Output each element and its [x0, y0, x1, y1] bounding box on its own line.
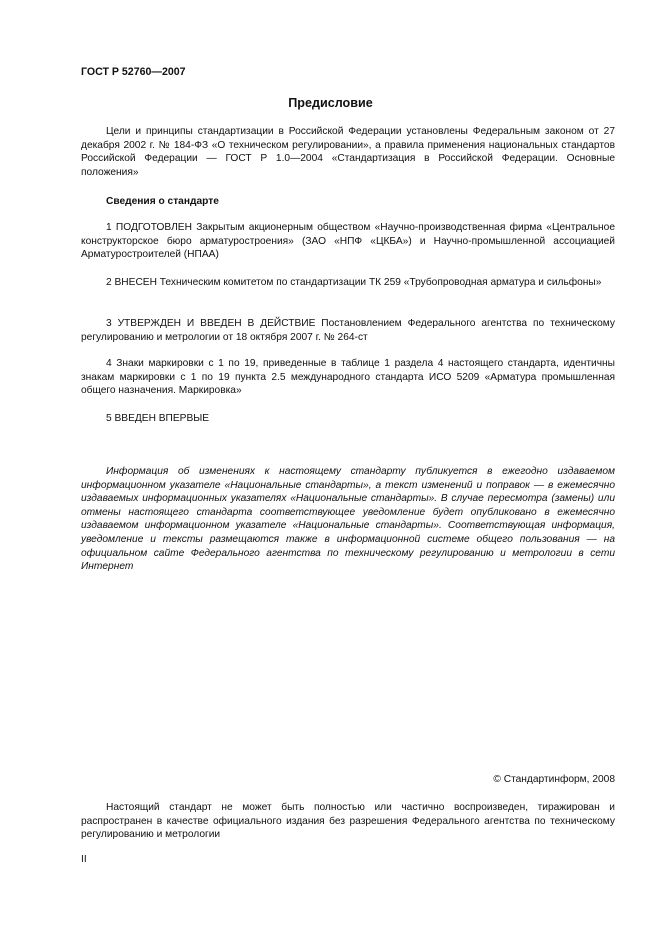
- section-heading: Сведения о стандарте: [106, 196, 219, 207]
- copyright: © Стандартинформ, 2008: [493, 774, 615, 785]
- page-number: II: [81, 854, 87, 865]
- page-title: Предисловие: [288, 96, 373, 110]
- item-5: 5 ВВЕДЕН ВПЕРВЫЕ: [106, 413, 210, 424]
- item-2: 2 ВНЕСЕН Техническим комитетом по стандартизации ТК 259 «Трубопроводная арматура и сильфоны»: [106, 277, 602, 288]
- item-3: 3 УТВЕРЖДЕН И ВВЕДЕН В ДЕЙСТВИЕ Постановлением Федерального агентства по техническому регулированию и метрологии от 18 октября 2007 г. № 264-ст: [81, 318, 615, 343]
- changes-notice: Информация об изменениях к настоящему стандарту публикуется в ежегодно издаваемом информационном указателе «Национальные стандарты», а текст изменений и поправок — в ежемесячно издаваемых информационных указателях «Национальные стандарты». В случае пересмотра (замены) или отмены настоящего стандарта соответствующее уведомление будет опубликовано в ежемесячно издаваемом информационном указателе «Национальные стандарты». Соответствующая информация, уведомление и тексты размещаются также в информационной системе общего пользования — на официальном сайте Федерального агентства по техническому регулированию и метрологии в сети Интернет: [81, 466, 615, 573]
- item-1: 1 ПОДГОТОВЛЕН Закрытым акционерным обществом «Научно-производственная фирма «Центральное конструкторское бюро арматуростроения» (ЗАО «НПФ «ЦКБА») и Научно-промышленной ассоциацией Арматуростроителей (НПАА): [81, 222, 615, 261]
- item-4: 4 Знаки маркировки с 1 по 19, приведенные в таблице 1 раздела 4 настоящего стандарта, идентичны знакам маркировки с 1 по 19 пункта 2.5 международного стандарта ИСО 5209 «Арматура промышленная общего назначения. Маркировка»: [81, 358, 615, 397]
- document-code: ГОСТ Р 52760—2007: [81, 66, 186, 78]
- rights-notice: Настоящий стандарт не может быть полностью или частично воспроизведен, тиражирован и распространен в качестве официального издания без разрешения Федерального агентства по техническому регулированию и метрологии: [81, 802, 615, 841]
- intro-paragraph: Цели и принципы стандартизации в Российской Федерации установлены Федеральным законом от 27 декабря 2002 г. № 184-ФЗ «О техническом регулировании», а правила применения национальных стандартов Российской Федерации — ГОСТ Р 1.0—2004 «Стандартизация в Российской Федерации. Основные положения»: [81, 126, 615, 178]
